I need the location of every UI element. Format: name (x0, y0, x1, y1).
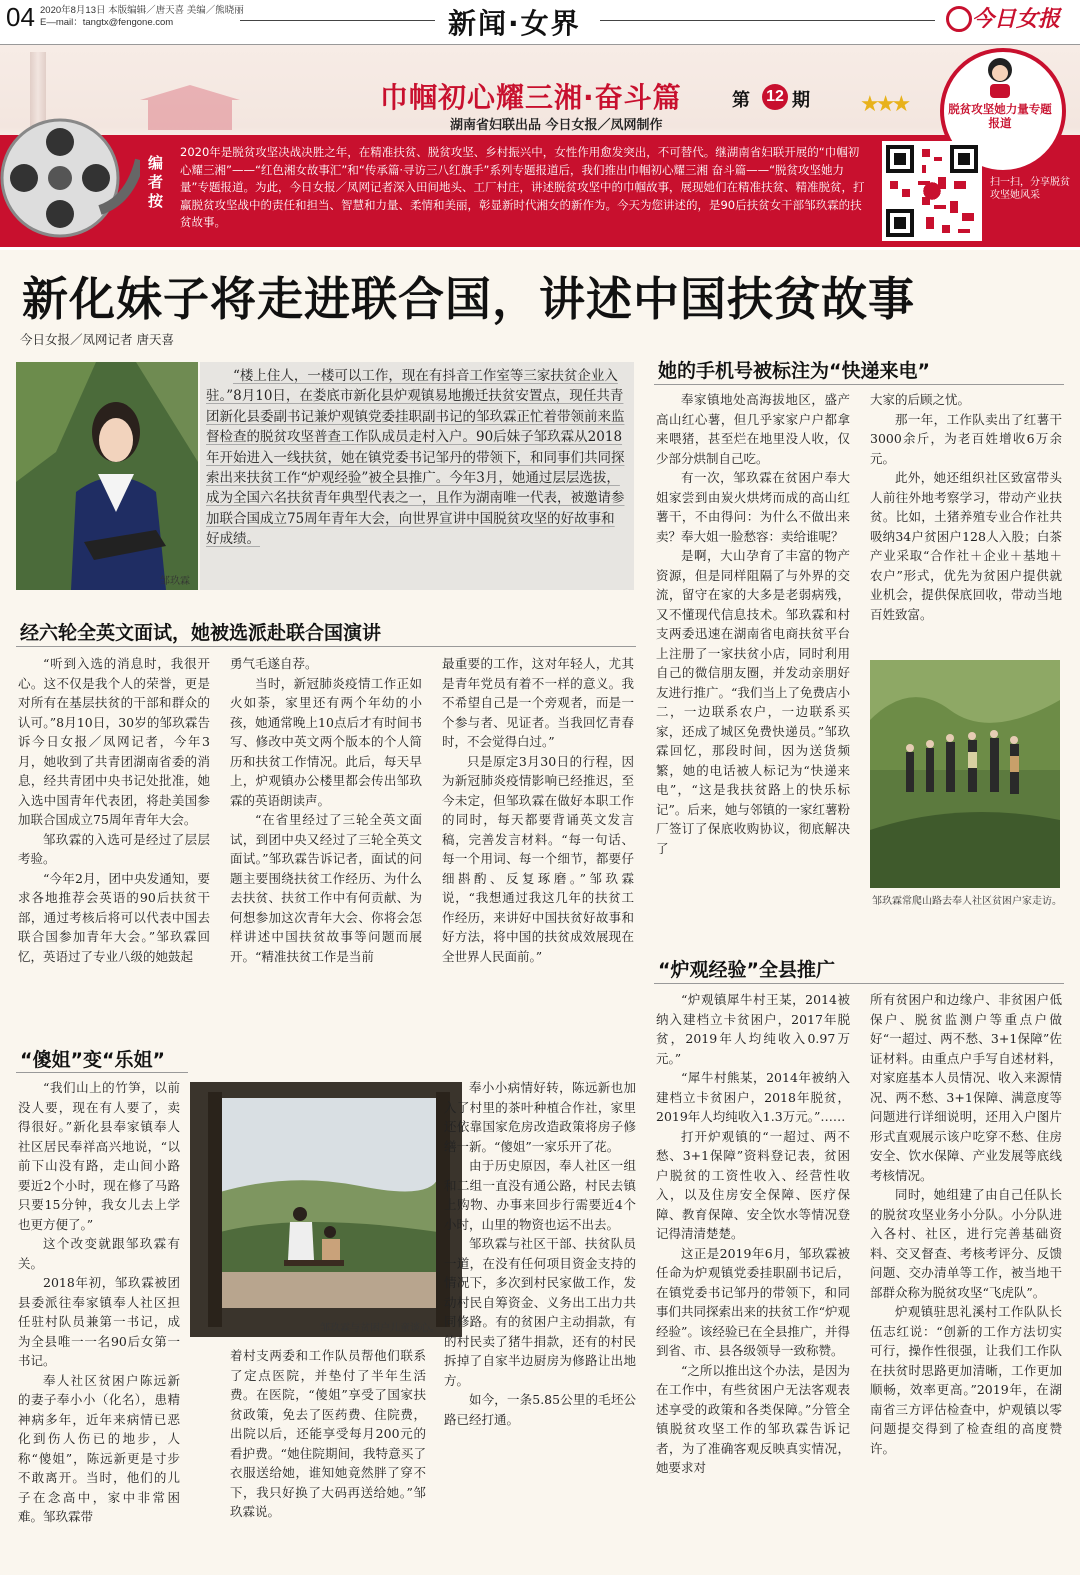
paragraph: 最重要的工作，这对年轻人，尤其是青年党员有着不一样的意义。我不希望自己是一个旁观者，而是一个参与者、见证者。当我回忆青春时，不会觉得白过。” (442, 656, 634, 749)
topic-badge-text: 脱贫攻坚她力量专题报道 (948, 102, 1052, 130)
qr-code-icon[interactable] (882, 141, 982, 241)
village-photo-caption: 邹玖霖与贫困户儿童谈心。 (320, 1323, 440, 1334)
paragraph: “听到入选的消息时，我很开心。这不仅是我个人的荣誉，更是对所有在基层扶贫的干部和群众的认可。”8月10日，30岁的邹玖霖告诉今日女报／凤网记者，今年3月，她收到了共青团湖南省委的消息，经共青团中央书记处批准，她入选中国青年代表团，将赴美国参加联合国成立75周年青年大会。 (18, 656, 210, 827)
section-title: 新闻·女界 (448, 7, 581, 40)
article-byline: 今日女报／凤网记者 唐天喜 (20, 332, 174, 347)
paragraph: 是啊，大山孕育了丰富的物产资源，但是同样阻隔了与外界的交流，留守在家的大多是老弱病残，又不懂现代信息技术。邹玖霖和村支两委迅速在湖南省电商扶贫平台上注册了一家扶贫小店，同时利用自己的微信朋友圈，并发动亲朋好友进行推广。“我们当上了免费店小二，一边联系农户，一边联系买家，还成了城区免费快递员。”邹玖霖回忆，那段时间，因为送货频繁，她的电话被人标记为“快递来电”，“这是我扶贫路上的快乐标记”。后来，她与邻镇的一家红薯粉厂签订了保底收购协议，彻底解决了 (656, 548, 850, 856)
film-reel-icon (0, 100, 140, 250)
edition-meta (40, 5, 244, 29)
article-lead: “楼上住人，一楼可以工作，现在有抖音工作室等三家扶贫企业入驻。”8月10日，在娄底市新化县炉观镇易地搬迁扶贫安置点，现任共青团新化县委副书记兼炉观镇党委挂职副书记的邹玖霖正忙着带领前来监督检查的脱贫攻坚普查工作队成员走村入户。90后妹子邹玖霖从2018年开始进入一线扶贫，她在镇党委书记邹丹的带领下，和同事们共同探索出来扶贫工作“炉观经验”被全县推广。今年3月，她通过层层选拔，成为全国六名扶贫青年典型代表之一，且作为湖南唯一代表，被邀请参加联合国成立75周年青年大会，向世界宣讲中国脱贫攻坚的好故事和好成绩。 (206, 368, 625, 548)
page-number: 04 (6, 2, 35, 32)
article-headline: 新化妹子将走进联合国，讲述中国扶贫故事 (22, 272, 915, 326)
paragraph: 打开炉观镇的“一超过、两不愁、3+1保障”资料登记表，贫困户脱贫的工资性收入、经营性收入，以及住房安全保障、医疗保障、教育保障、安全饮水等情况登记得清清楚楚。 (656, 1128, 850, 1241)
gate-decoration (130, 80, 250, 135)
paragraph: “今年2月，团中央发通知，要求各地推荐会英语的90后扶贫干部，通过考核后将可以代表中国去联合国参加青年大会。”邹玖霖回忆，英语过了专业八级的她鼓起 (18, 870, 210, 964)
sub4-column-1 (656, 990, 850, 1478)
qr-scan-hint: 扫一扫，分享脱贫攻坚她风采 (990, 177, 1070, 201)
paragraph: 奉小小病情好转，陈远新也加入了村里的茶叶种植合作社，家里还依靠国家危房改造政策将房子修缮一新。“傻姐”一家乐开了花。 (444, 1080, 636, 1154)
paragraph: 只是原定3月30日的行程，因为新冠肺炎疫情影响已经推迟，至今未定，但邹玖霖在做好本职工作的同时，每天都要背诵英文发言稿，完善发言材料。“每一句话、每一个用词、每一个细节，都要仔细斟酌、反复琢磨。”邹玖霖说，“我想通过我这几年的扶贫工作经历，来讲好中国扶贫好故事和好方法，将中国的扶贫成效展现在全世界人民面前。” (442, 753, 634, 964)
paragraph: 同时，她组建了由自己任队长的脱贫攻坚业务小分队。小分队进入各村、社区，进行完善基础资料、交叉督查、考核考评分、反馈问题、交办清单等工作，被当地干部群众称为脱贫攻坚“飞虎队”。 (870, 1187, 1062, 1300)
paragraph: 炉观镇驻思礼溪村工作队队长伍志红说：“创新的工作方法切实可行，操作性很强，让我们工作队在扶贫时思路更加清晰，工作更加顺畅，效率更高。”2019年，在湖南省三方评估检查中，炉观镇以零问题提交得到了检查组的高度赞许。 (870, 1304, 1062, 1456)
paragraph: “炉观镇犀牛村王某，2014被纳入建档立卡贫困户，2017年脱贫，2019年人均纯收入0.97万元。” (656, 992, 850, 1066)
subhead-happy-sister: “傻姐”变“乐姐” (20, 1049, 165, 1071)
brand-name: 今日女报 (972, 7, 1061, 32)
subhead-interview: 经六轮全英文面试，她被选派赴联合国演讲 (20, 622, 382, 644)
subhead-rule (16, 646, 636, 647)
stars-decoration: ★★★ (860, 92, 908, 117)
sub2-column-1 (18, 1078, 180, 1527)
subhead-rule (654, 384, 1064, 385)
editor-note-text: 2020年是脱贫攻坚决战决胜之年，在精准扶贫、脱贫攻坚、乡村振兴中，女性作用愈发突出，不可替代。继湖南省妇联开展的“巾帼初心耀三湘”——“红色湘女故事汇”和“传承篇·寻访三八红旗手”系列专题报道后，我们推出巾帼初心耀三湘 奋斗篇——“脱贫攻坚她力量”专题报道。为此，今日女报／凤网记者深入田间地头、工厂村庄，讲述脱贫攻坚中的巾帼故事，展现她们在精准扶贫、精准脱贫，打赢脱贫攻坚战中的责任和担当、智慧和力量、柔情和美丽，彰显新时代湘女的新作为。今天为您讲述的，是90后扶贫女干部邹玖霖的扶贫故事。 (180, 145, 865, 229)
paragraph: 这正是2019年6月，邹玖霖被任命为炉观镇党委挂职副书记后，在镇党委书记邹丹的带领下，和同事们共同探索出来的扶贫工作“炉观经验”。该经验已在全县推广，并得到省、市、县各级领导一致称赞。 (656, 1245, 850, 1358)
forest-scene-illustration (870, 660, 1060, 888)
village-window-photo (190, 1082, 462, 1337)
edition-editors: 2020年8月13日 本版编辑／唐天喜 美编／熊晓丽 (40, 5, 244, 16)
girl-illustration-icon (982, 56, 1018, 100)
editor-note-label: 编者按 (148, 154, 164, 210)
sub2-column-3 (444, 1078, 636, 1429)
paragraph: 2018年初，邹玖霖被团县委派往奉家镇奉人社区担任驻村队员兼第一书记，成为全县唯一一名90后女第一书记。 (18, 1275, 180, 1368)
issue-number-badge: 12 (762, 84, 788, 110)
producer-line: 湖南省妇联出品 今日女报／凤网制作 (450, 118, 663, 133)
sub1-column-2 (230, 654, 422, 966)
issue-prefix: 第 (732, 90, 750, 111)
paragraph: 此外，她还组织社区致富带头人前往外地考察学习，带动产业扶贫。比如，土猪养殖专业合作社共吸纳34户贫困户128人入股；白茶产业采取“合作社＋企业＋基地＋农户”形式，优先为贫困户提供就业机会，提供保底回收，带动当地百姓致富。 (870, 470, 1062, 622)
paragraph: 由于历史原因，奉人社区一组和二组一直没有通公路，村民去镇上购物、办事来回步行需要近4个小时，山里的物资也运不出去。 (444, 1158, 636, 1232)
paragraph: 奉人社区贫困户陈远新的妻子奉小小（化名），患精神病多年，近年来病情已恶化到伤人伤已的地步，人称“傻姐”，陈远新更是寸步不敢离开。当时，他们的儿子在念高中，家中非常困难。邹玖霖带 (18, 1372, 180, 1524)
paragraph: 邹玖霖的入选可是经过了层层考验。 (18, 831, 210, 866)
mountain-path-photo (870, 660, 1060, 888)
banner-title: 巾帼初心耀三湘·奋斗篇 (380, 81, 682, 114)
paragraph: 邹玖霖与社区干部、扶贫队员一道，在没有任何项目资金支持的情况下，多次到村民家做工作，发动村民自筹资金、义务出工出力共同修路。有的贫困户主动捐款，有的村民卖了猪牛捐款，还有的村民拆掉了自家半边厨房为修路让出地方。 (444, 1236, 636, 1388)
paragraph: 这个改变就跟邹玖霖有关。 (18, 1236, 180, 1271)
paragraph: “在省里经过了三轮全英文面试，到团中央又经过了三轮全英文面试。”邹玖霖告诉记者，面试的问题主要围绕扶贫工作经历、为什么去扶贫、扶贫工作中有何贡献、为何想参加这次青年大会、你将会怎样讲述中国扶贫故事等问题而展开。“精准扶贫工作是当前 (230, 812, 422, 964)
paragraph: 当时，新冠肺炎疫情工作正如火如荼，家里还有两个年幼的小孩，她通常晚上10点后才有时间书写、修改中英文两个版本的个人简历和扶贫工作情况。此后，每天早上，炉观镇办公楼里都会传出邹玖霖的英语朗读声。 (230, 675, 422, 808)
paragraph: “我们山上的竹笋，以前没人要，现在有人要了，卖得很好。”新化县奉家镇奉人社区居民奉祥高兴地说，“以前下山没有路，走山间小路要近2个小时，现在修了马路只要15分钟，我女儿去上学也更方便了。” (18, 1080, 180, 1232)
sub1-column-3 (442, 654, 634, 966)
paragraph: “之所以推出这个办法，是因为在工作中，有些贫困户无法客观表述享受的政策和各类保障。”分管全镇脱贫攻坚工作的邹玖霖告诉记者，为了准确客观反映真实情况，她要求对 (656, 1362, 850, 1475)
paragraph: 所有贫困户和边缘户、非贫困户低保户、脱贫监测户等重点户做好“一超过、两不愁、3+1保障”佐证材料。由重点户手写自述材料，对家庭基本人员情况、收入来源情况、两不愁、3+1保障、满意度等问题进行详细说明，还用入户图片形式直观展示该户吃穿不愁、住房安全、饮水保障、产业发展等底线考核情况。 (870, 992, 1062, 1183)
sub2-column-2 (230, 1346, 426, 1522)
brand-logo-icon (946, 6, 972, 32)
paragraph: 大家的后顾之忧。 (870, 392, 971, 407)
paragraph: “犀牛村熊某，2014年被纳入建档立卡贫困户，2018年脱贫，2019年人均纯收入1.3万元。”…… (656, 1070, 850, 1124)
sub3-column-2 (870, 390, 1062, 624)
subhead-express-call: 她的手机号被标注为“快递来电” (658, 360, 930, 382)
window-scene-illustration (190, 1082, 462, 1337)
portrait-caption: 邹玖霖 (160, 576, 190, 587)
portrait-photo (16, 362, 198, 590)
mountain-photo-caption: 邹玖霖常爬山路去奉人社区贫困户家走访。 (872, 896, 1062, 907)
header-divider-right (600, 20, 935, 21)
paragraph: 奉家镇地处高海拔地区，盛产高山红心薯，但几乎家家户户都拿来喂猪，甚至烂在地里没人收，仅少部分烘制自己吃。 (656, 392, 850, 466)
portrait-illustration (16, 362, 198, 590)
header-divider-left (240, 20, 435, 21)
sub4-column-2 (870, 990, 1062, 1458)
paragraph: 有一次，邹玖霖在贫困户奉大姐家尝到由炭火烘烤而成的高山红薯干，不由得问：为什么不做出来卖？奉大姐一脸愁容：卖给谁呢？ (656, 470, 850, 544)
paragraph: 如今，一条5.85公里的毛坯公路已经打通。 (444, 1392, 636, 1427)
edition-email: E—mail：tangtx@fengone.com (40, 17, 174, 28)
subhead-rule (16, 1072, 188, 1073)
paragraph: 那一年，工作队卖出了红薯干3000余斤，为老百姓增收6万余元。 (870, 411, 1062, 466)
subhead-luguan-experience: “炉观经验”全县推广 (658, 959, 835, 981)
sub1-column-1 (18, 654, 210, 966)
issue-suffix: 期 (792, 90, 810, 111)
sub3-column-1 (656, 390, 850, 858)
paragraph: 勇气毛遂自荐。 (230, 656, 318, 671)
paragraph: 着村支两委和工作队员帮他们联系了定点医院，并垫付了半年生活费。在医院，“傻姐”享受了国家扶贫政策，免去了医药费、住院费，出院以后，还能享受每月200元的看护费。“她住院期间，我特意买了衣服送给她，谁知她竟然胖了穿不下，我只好换了大码再送给她。”邹玖霖说。 (230, 1348, 426, 1519)
subhead-rule (654, 983, 1064, 984)
